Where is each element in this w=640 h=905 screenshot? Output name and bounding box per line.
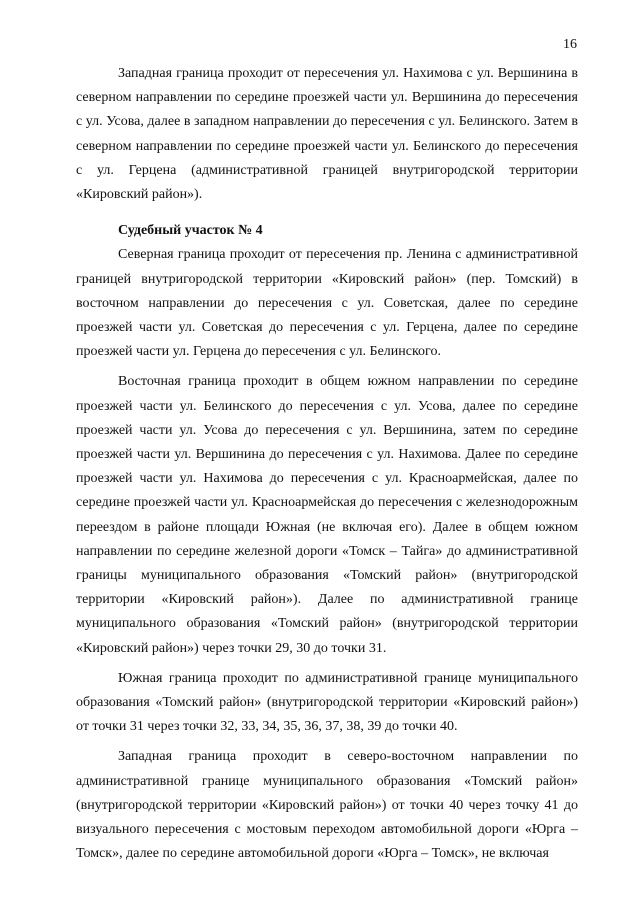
paragraph-eastern-border: Восточная граница проходит в общем южном направлении по середине проезжей части ул. Белинского до пересечения с ул. Усова, далее по середине проезжей части ул. Усова до пересечения с ул. Вершинина, затем по середине проезжей части ул. Вершинина до пересечения с ул. Нахимова. Далее по середине проезжей части ул. Нахимова до пересечения с ул. Красноармейская, далее по середине проезжей части ул. Красноармейская до пересечения с железнодорожным переездом в районе площади Южная (не включая его). Далее в общем южном направлении по середине железной дороги «Томск – Тайга» до административной границы муниципального образования «Томский район» (внутригородской территории «Кировский район»). Далее по административной границе муниципального образования «Томский район» (внутригородской территории «Кировский район») через точки 29, 30 до точки 31. xyxy=(76,374,578,656)
paragraph-southern-border: Южная граница проходит по административной границе муниципального образования «Томский район» (внутригородской территории «Кировский район») от точки 31 через точки 32, 33, 34, 35, 36, 37, 38, 39 до точки 40. xyxy=(76,670,578,735)
paragraph-western-border: Западная граница проходит в северо-восточном направлении по административной границе муниципального образования «Томский район» (внутригородской территории «Кировский район») от точки 40 через точку 41 до визуального пересечения с мостовым переходом автомобильной дороги «Юрга – Томск», далее по середине автомобильной дороги «Юрга – Томск», не включая xyxy=(76,749,578,862)
document-body xyxy=(76,62,578,873)
paragraph-western-border-previous-section: Западная граница проходит от пересечения ул. Нахимова с ул. Вершинина в северном направлении по середине проезжей части ул. Вершинина до пересечения с ул. Усова, далее в западном направлении до пересечения с ул. Белинского. Затем в северном направлении по середине проезжей части ул. Белинского до пересечения с ул. Герцена (административной границей внутригородской территории «Кировский район»). xyxy=(76,66,578,203)
section-heading: Судебный участок № 4 xyxy=(118,223,263,239)
paragraph-northern-border: Северная граница проходит от пересечения пр. Ленина с административной границей внутригородской территории «Кировский район» (пер. Томский) в восточном направлении до пересечения с ул. Советская, далее по середине проезжей части ул. Советская до пересечения с ул. Герцена, далее по середине проезжей части ул. Герцена до пересечения с ул. Белинского. xyxy=(76,247,578,360)
page-number: 16 xyxy=(563,37,577,52)
